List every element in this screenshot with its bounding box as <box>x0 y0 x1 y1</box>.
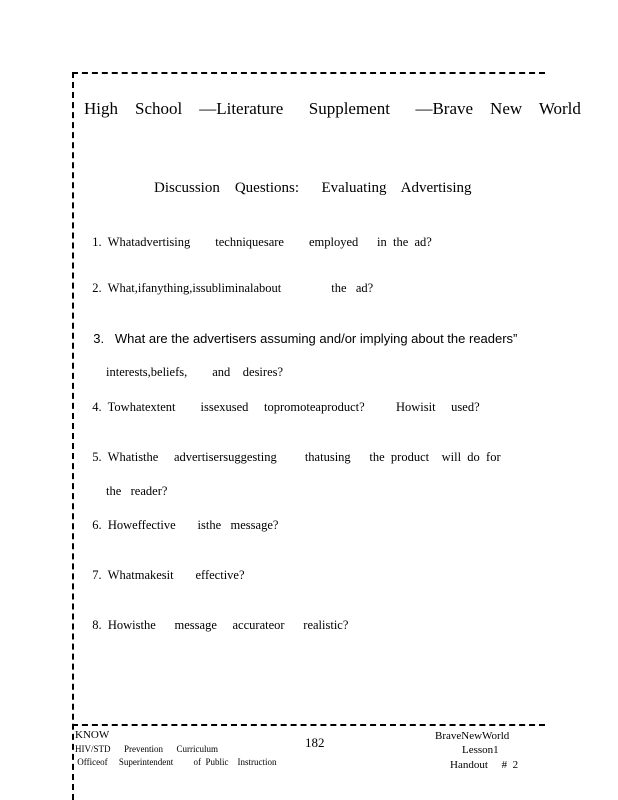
question-3-text: 3. What are the advertisers assuming and/or implying about the readers” <box>93 331 518 346</box>
footer-curriculum-label: HIV/STD Prevention Curriculum <box>75 744 218 754</box>
question-6 <box>86 500 278 534</box>
footer-know-label: KNOW <box>75 729 110 741</box>
frame-bottom-border <box>72 724 545 726</box>
question-7-text: 7. Whatmakesit effective? <box>92 568 245 582</box>
question-3-continuation: interests,beliefs, and desires? <box>106 365 284 379</box>
page-number: 182 <box>305 735 325 750</box>
footer-lesson-label: Lesson1 <box>462 744 499 756</box>
question-1-text: 1. Whatadvertising techniquesare employed in the ad? <box>92 235 432 249</box>
footer-handout-label: Handout # 2 <box>450 759 519 771</box>
question-5-text: 5. Whatisthe advertisersuggesting thatusing the product will do for <box>92 450 501 464</box>
section-heading: Discussion Questions: Evaluating Advertising <box>154 180 472 196</box>
question-2 <box>86 263 373 297</box>
question-6-text: 6. Howeffective isthe message? <box>92 518 279 532</box>
footer-unit-label: BraveNewWorld <box>435 730 510 742</box>
frame-top-border <box>72 72 545 74</box>
question-7 <box>86 550 245 584</box>
question-8-text: 8. Howisthe message accurateor realistic? <box>92 618 349 632</box>
question-4 <box>86 382 480 416</box>
footer-office-label: Officeof Superintendent of Public Instruction <box>75 757 277 767</box>
question-5-continuation: the reader? <box>106 484 168 498</box>
document-title: High School —Literature Supplement —Brave New World <box>84 99 581 118</box>
question-8 <box>86 600 348 634</box>
frame-left-border <box>72 72 74 800</box>
question-1 <box>86 217 432 251</box>
question-4-text: 4. Towhatextent issexused topromoteaproduct? Howisit used? <box>92 400 480 414</box>
question-2-text: 2. What,ifanything,issubliminalabout the ad? <box>92 281 374 295</box>
